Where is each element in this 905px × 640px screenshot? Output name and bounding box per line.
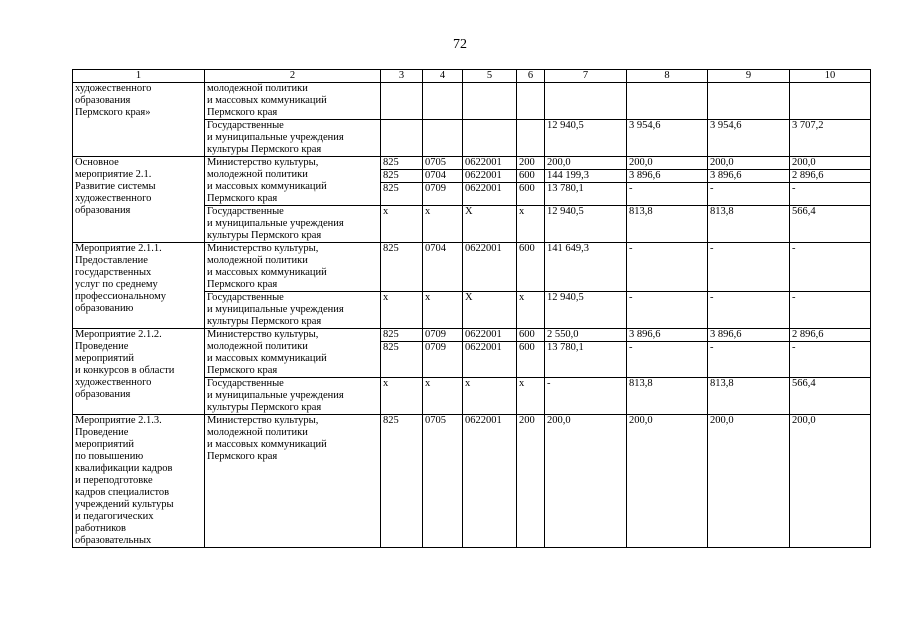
value-line: 3 896,6 xyxy=(629,329,661,340)
value-line: 0622001 xyxy=(465,329,502,340)
amount-cell xyxy=(708,415,790,548)
value-line: 200 xyxy=(519,157,535,168)
value-line: 566,4 xyxy=(792,378,816,389)
activity-name-line: образовательных xyxy=(75,535,152,546)
target-cell xyxy=(463,415,517,548)
type-cell xyxy=(517,415,545,548)
page-number: 72 xyxy=(453,37,467,52)
value-line: 825 xyxy=(383,329,399,340)
value-line: - xyxy=(627,182,707,195)
agency-line: Государственные xyxy=(207,120,284,131)
value-line: - xyxy=(708,341,789,354)
activity-name-line: квалификации кадров xyxy=(75,463,173,474)
agency-line: и муниципальные учреждения xyxy=(207,390,344,401)
code-cell xyxy=(381,206,423,243)
agency-line: молодежной политики xyxy=(207,255,308,266)
activity-name-line: Мероприятие 2.1.2. xyxy=(75,329,162,340)
activity-name-line: мероприятие 2.1. xyxy=(75,169,152,180)
amount-cell xyxy=(627,120,708,157)
target-cell xyxy=(463,243,517,292)
value-line: 825 xyxy=(383,157,399,168)
value-line: 0709 xyxy=(425,329,446,340)
value-line: x xyxy=(465,378,471,389)
value-line: x xyxy=(425,206,431,217)
activity-name-line: художественного xyxy=(75,83,152,94)
agency-line: молодежной политики xyxy=(207,169,308,180)
value-line: 813,8 xyxy=(629,206,653,217)
activity-name-line: Развитие системы xyxy=(75,181,156,192)
value-line: 12 940,5 xyxy=(547,120,584,131)
amount-cell xyxy=(545,292,627,329)
value-line: 200,0 xyxy=(547,415,571,426)
activity-name-line: учреждений культуры xyxy=(75,499,174,510)
activity-name-line: и педагогических xyxy=(75,511,154,522)
value-line: 0622001 xyxy=(465,157,502,168)
agency-cell xyxy=(205,243,381,292)
amount-cell xyxy=(627,157,708,206)
value-line: 2 896,6 xyxy=(792,329,824,340)
code-cell xyxy=(381,292,423,329)
amount-cell xyxy=(627,378,708,415)
activity-name-line: Пермского края» xyxy=(75,107,151,118)
amount-cell xyxy=(627,292,708,329)
value-line: - xyxy=(629,243,633,254)
table-row xyxy=(73,83,871,120)
activity-name-line: мероприятий xyxy=(75,439,134,450)
value-line: - xyxy=(627,341,707,354)
agency-line: Государственные xyxy=(207,378,284,389)
agency-line: Министерство культуры, xyxy=(207,157,319,168)
value-line: 3 954,6 xyxy=(710,120,742,131)
type-cell xyxy=(517,83,545,120)
value-line: 600 xyxy=(519,329,535,340)
value-line: x xyxy=(519,378,525,389)
target-cell xyxy=(463,378,517,415)
activity-name-cell xyxy=(73,243,205,329)
amount-cell xyxy=(545,243,627,292)
table-row xyxy=(73,243,871,292)
code-cell xyxy=(381,243,423,292)
value-line: 600 xyxy=(517,182,544,195)
value-line: 144 199,3 xyxy=(545,169,626,182)
value-line: x xyxy=(425,378,431,389)
amount-cell xyxy=(708,378,790,415)
agency-line: Министерство культуры, xyxy=(207,243,319,254)
value-line: - xyxy=(708,182,789,195)
activity-name-cell xyxy=(73,83,205,157)
value-line: 200,0 xyxy=(792,415,816,426)
value-line: x xyxy=(425,292,431,303)
target-cell xyxy=(463,120,517,157)
value-line: 0622001 xyxy=(463,341,516,354)
value-line: 0704 xyxy=(425,243,446,254)
column-header: 1 xyxy=(73,70,205,83)
amount-cell xyxy=(790,83,871,120)
value-line: 200,0 xyxy=(710,415,734,426)
type-cell xyxy=(517,243,545,292)
value-line: 3 896,6 xyxy=(708,169,789,182)
agency-line: культуры Пермского края xyxy=(207,230,322,241)
value-line: 0622001 xyxy=(465,243,502,254)
activity-name-line: работников xyxy=(75,523,126,534)
activity-name-line: кадров специалистов xyxy=(75,487,170,498)
target-cell xyxy=(463,83,517,120)
amount-cell xyxy=(790,206,871,243)
amount-cell xyxy=(627,83,708,120)
target-cell xyxy=(463,329,517,378)
amount-cell xyxy=(627,206,708,243)
amount-cell xyxy=(708,329,790,378)
value-line: - xyxy=(710,243,714,254)
column-header: 5 xyxy=(463,70,517,83)
agency-line: Министерство культуры, xyxy=(207,329,319,340)
value-line: 0622001 xyxy=(463,169,516,182)
value-line: 200,0 xyxy=(629,157,653,168)
value-line: 0709 xyxy=(423,182,462,195)
agency-line: Пермского края xyxy=(207,107,278,118)
value-line: X xyxy=(465,206,473,217)
code-cell xyxy=(381,329,423,378)
activity-name-line: образования xyxy=(75,95,131,106)
activity-name-line: профессиональному xyxy=(75,291,166,302)
value-line: X xyxy=(465,292,473,303)
value-line: 3 896,6 xyxy=(710,329,742,340)
agency-line: и массовых коммуникаций xyxy=(207,353,327,364)
value-line: 0622001 xyxy=(463,182,516,195)
value-line: 825 xyxy=(383,415,399,426)
activity-name-cell xyxy=(73,415,205,548)
column-header: 3 xyxy=(381,70,423,83)
type-cell xyxy=(517,378,545,415)
value-line: - xyxy=(792,292,796,303)
agency-line: Пермского края xyxy=(207,193,278,204)
value-line: 2 550,0 xyxy=(547,329,579,340)
activity-name-line: Мероприятие 2.1.3. xyxy=(75,415,162,426)
code-cell xyxy=(381,378,423,415)
amount-cell xyxy=(790,243,871,292)
value-line: 0705 xyxy=(425,157,446,168)
header-row xyxy=(73,70,871,83)
section-cell xyxy=(423,157,463,206)
value-line: 12 940,5 xyxy=(547,206,584,217)
section-cell xyxy=(423,415,463,548)
value-line: 0705 xyxy=(425,415,446,426)
amount-cell xyxy=(708,83,790,120)
section-cell xyxy=(423,206,463,243)
type-cell xyxy=(517,120,545,157)
amount-cell xyxy=(790,378,871,415)
value-line: - xyxy=(629,292,633,303)
agency-line: Государственные xyxy=(207,206,284,217)
amount-cell xyxy=(790,292,871,329)
type-cell xyxy=(517,292,545,329)
section-cell xyxy=(423,83,463,120)
value-line: 600 xyxy=(519,243,535,254)
amount-cell xyxy=(545,206,627,243)
value-line: 0704 xyxy=(423,169,462,182)
amount-cell xyxy=(627,415,708,548)
amount-cell xyxy=(545,157,627,206)
agency-line: Государственные xyxy=(207,292,284,303)
activity-name-cell xyxy=(73,157,205,243)
value-line: 13 780,1 xyxy=(545,182,626,195)
code-cell xyxy=(381,120,423,157)
amount-cell xyxy=(627,329,708,378)
activity-name-line: Мероприятие 2.1.1. xyxy=(75,243,162,254)
value-line: 600 xyxy=(517,341,544,354)
value-line: 13 780,1 xyxy=(545,341,626,354)
agency-cell xyxy=(205,206,381,243)
value-line: 0709 xyxy=(423,341,462,354)
value-line: 141 649,3 xyxy=(547,243,589,254)
agency-cell xyxy=(205,378,381,415)
amount-cell xyxy=(708,243,790,292)
amount-cell xyxy=(708,292,790,329)
section-cell xyxy=(423,378,463,415)
activity-name-line: и конкурсов в области xyxy=(75,365,175,376)
value-line: - xyxy=(790,341,870,354)
value-line: 200,0 xyxy=(792,157,816,168)
value-line: 3 954,6 xyxy=(629,120,661,131)
value-line: 813,8 xyxy=(629,378,653,389)
value-line: 825 xyxy=(381,341,422,354)
value-line: - xyxy=(792,243,796,254)
code-cell xyxy=(381,157,423,206)
amount-cell xyxy=(790,329,871,378)
value-line: 825 xyxy=(383,243,399,254)
agency-line: и муниципальные учреждения xyxy=(207,218,344,229)
column-header: 2 xyxy=(205,70,381,83)
value-line: x xyxy=(519,206,525,217)
value-line: 0622001 xyxy=(465,415,502,426)
section-cell xyxy=(423,243,463,292)
activity-name-line: Проведение xyxy=(75,341,129,352)
agency-cell xyxy=(205,83,381,120)
value-line: 813,8 xyxy=(710,378,734,389)
agency-cell xyxy=(205,415,381,548)
agency-line: Пермского края xyxy=(207,279,278,290)
activity-name-line: мероприятий xyxy=(75,353,134,364)
value-line: 600 xyxy=(517,169,544,182)
value-line: 813,8 xyxy=(710,206,734,217)
amount-cell xyxy=(790,120,871,157)
amount-cell xyxy=(708,157,790,206)
activity-name-line: государственных xyxy=(75,267,152,278)
activity-name-line: Предоставление xyxy=(75,255,148,266)
agency-cell xyxy=(205,120,381,157)
agency-line: молодежной политики xyxy=(207,341,308,352)
value-line: 3 896,6 xyxy=(627,169,707,182)
value-line: 200 xyxy=(519,415,535,426)
agency-cell xyxy=(205,157,381,206)
code-cell xyxy=(381,83,423,120)
value-line: 200,0 xyxy=(710,157,734,168)
column-header: 9 xyxy=(708,70,790,83)
value-line: - xyxy=(547,378,551,389)
amount-cell xyxy=(545,83,627,120)
value-line: 3 707,2 xyxy=(792,120,824,131)
type-cell xyxy=(517,206,545,243)
amount-cell xyxy=(545,329,627,378)
activity-name-line: и переподготовке xyxy=(75,475,153,486)
agency-line: Пермского края xyxy=(207,365,278,376)
section-cell xyxy=(423,329,463,378)
amount-cell xyxy=(545,415,627,548)
column-header: 6 xyxy=(517,70,545,83)
value-line: 12 940,5 xyxy=(547,292,584,303)
agency-cell xyxy=(205,329,381,378)
agency-line: Пермского края xyxy=(207,451,278,462)
target-cell xyxy=(463,157,517,206)
amount-cell xyxy=(545,120,627,157)
amount-cell xyxy=(790,415,871,548)
amount-cell xyxy=(790,157,871,206)
table-row xyxy=(73,415,871,548)
column-header: 8 xyxy=(627,70,708,83)
column-header: 7 xyxy=(545,70,627,83)
value-line: 566,4 xyxy=(792,206,816,217)
value-line: 2 896,6 xyxy=(790,169,870,182)
agency-line: культуры Пермского края xyxy=(207,144,322,155)
amount-cell xyxy=(545,378,627,415)
agency-cell xyxy=(205,292,381,329)
activity-name-line: художественного xyxy=(75,377,152,388)
amount-cell xyxy=(708,206,790,243)
activity-name-line: Проведение xyxy=(75,427,129,438)
target-cell xyxy=(463,206,517,243)
activity-name-cell xyxy=(73,329,205,415)
value-line: x xyxy=(383,378,389,389)
agency-line: и массовых коммуникаций xyxy=(207,181,327,192)
agency-line: молодежной политики xyxy=(207,83,308,94)
agency-line: и массовых коммуникаций xyxy=(207,267,327,278)
table-row xyxy=(73,157,871,206)
activity-name-line: образованию xyxy=(75,303,134,314)
value-line: 200,0 xyxy=(547,157,571,168)
amount-cell xyxy=(708,120,790,157)
table-row xyxy=(73,329,871,378)
code-cell xyxy=(381,415,423,548)
type-cell xyxy=(517,329,545,378)
column-header: 10 xyxy=(790,70,871,83)
section-cell xyxy=(423,292,463,329)
agency-line: и массовых коммуникаций xyxy=(207,95,327,106)
value-line: - xyxy=(710,292,714,303)
value-line: x xyxy=(383,206,389,217)
amount-cell xyxy=(627,243,708,292)
agency-line: Министерство культуры, xyxy=(207,415,319,426)
agency-line: молодежной политики xyxy=(207,427,308,438)
column-header: 4 xyxy=(423,70,463,83)
budget-table xyxy=(72,69,871,548)
activity-name-line: услуг по среднему xyxy=(75,279,158,290)
value-line: x xyxy=(383,292,389,303)
agency-line: и массовых коммуникаций xyxy=(207,439,327,450)
section-cell xyxy=(423,120,463,157)
agency-line: и муниципальные учреждения xyxy=(207,132,344,143)
activity-name-line: по повышению xyxy=(75,451,144,462)
value-line: 825 xyxy=(381,169,422,182)
agency-line: и муниципальные учреждения xyxy=(207,304,344,315)
activity-name-line: образования xyxy=(75,389,131,400)
value-line: x xyxy=(519,292,525,303)
target-cell xyxy=(463,292,517,329)
value-line: - xyxy=(790,182,870,195)
activity-name-line: Основное xyxy=(75,157,119,168)
agency-line: культуры Пермского края xyxy=(207,316,322,327)
activity-name-line: образования xyxy=(75,205,131,216)
agency-line: культуры Пермского края xyxy=(207,402,322,413)
value-line: 200,0 xyxy=(629,415,653,426)
activity-name-line: художественного xyxy=(75,193,152,204)
type-cell xyxy=(517,157,545,206)
value-line: 825 xyxy=(381,182,422,195)
